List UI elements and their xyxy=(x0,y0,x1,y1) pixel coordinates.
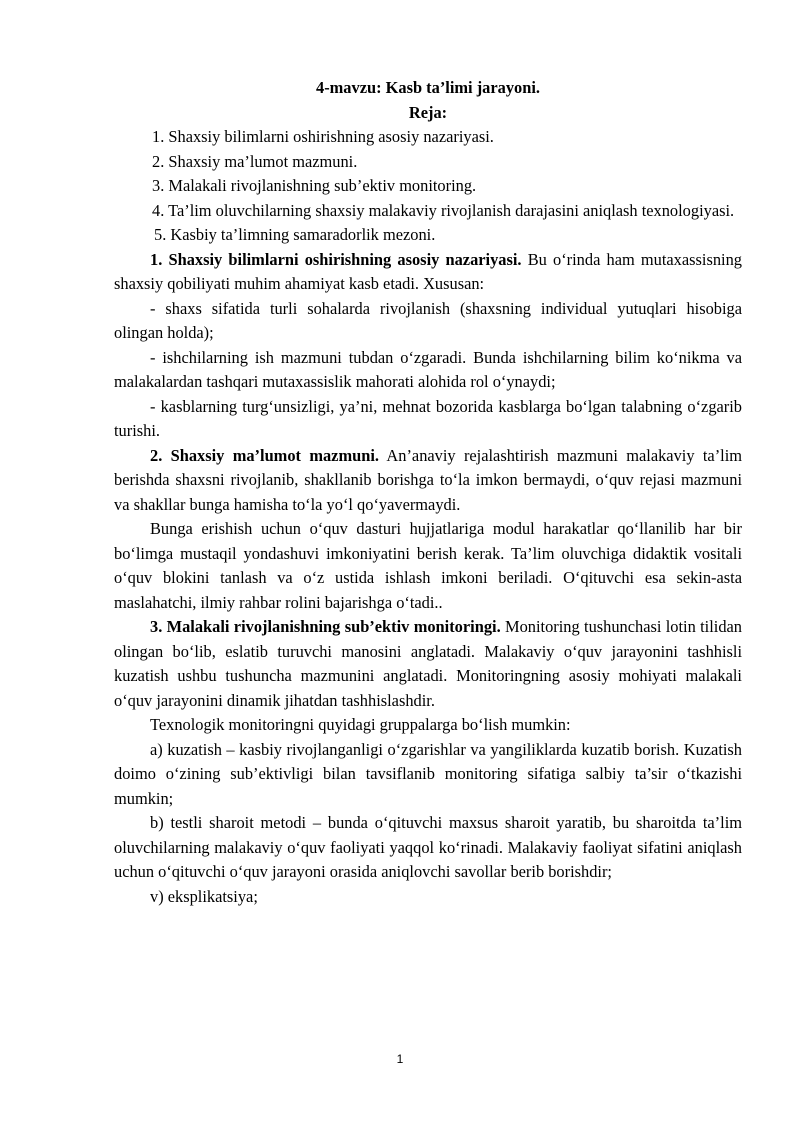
plan-item-4: 4. Ta’lim oluvchilarning shaxsiy malakaviy rivojlanish darajasini aniqlash texnologiyasi. xyxy=(152,200,735,220)
document-page xyxy=(114,76,742,909)
section-1-text: Bu o‘rinda ham mutaxassisning shaxsiy qobiliyati muhim ahamiyat kasb etadi. Xususan: xyxy=(114,249,742,293)
bullet-item-1: - shaxs sifatida turli sohalarda rivojlanish (shaxsning individual yutuqlari hisobiga olingan holda); xyxy=(114,298,742,342)
paragraph-groups: Texnologik monitoringni quyidagi gruppalarga bo‘lish mumkin: xyxy=(150,715,571,734)
paragraph-modul: Bunga erishish uchun o‘quv dasturi hujjatlariga modul harakatlar qo‘llanilib har bir bo‘limga mustaqil yondashuvi imkoniyatini berish kerak. Ta’lim oluvchiga didaktik vositali o‘quv blokini tanlash va o‘z ustida ishlash imkoni beriladi. O‘qituvchi esa sekin-asta maslahatchi, ilmiy rahbar rolini bajarishga o‘tadi.. xyxy=(114,519,742,612)
paragraph-b: b) testli sharoit metodi – bunda o‘qituvchi maxsus sharoit yaratib, bu sharoitda ta’lim oluvchilarning malakaviy o‘quv faoliyati yaqqol ko‘rinadi. Malakaviy faoliyat sifatini aniqlash uchun o‘qituvchi o‘quv jarayoni orasida aniqlovchi savollar berib borishdir; xyxy=(114,813,742,881)
plan-item-1: 1. Shaxsiy bilimlarni oshirishning asosiy nazariyasi. xyxy=(152,127,494,146)
bullet-item-2: - ishchilarning ish mazmuni tubdan o‘zgaradi. Bunda ishchilarning bilim ko‘nikma va malakalardan tashqari mutaxassislik mahorati alohida rol o‘ynaydi; xyxy=(114,347,742,391)
section-1-paragraph xyxy=(114,248,742,297)
section-3-heading: 3. Malakali rivojlanishning sub’ektiv monitoringi. xyxy=(150,617,501,636)
plan-item-5: 5. Kasbiy ta’limning samaradorlik mezoni. xyxy=(154,225,436,244)
section-3-paragraph xyxy=(114,615,742,713)
section-1-heading: 1. Shaxsiy bilimlarni oshirishning asosiy nazariyasi. xyxy=(150,249,522,269)
section-3-text: Monitoring tushunchasi lotin tilidan olingan bo‘lib, eslatib turuvchi manosini anglatadi. Malakaviy o‘quv jarayonini tashhisli kuzatish ushbu tushuncha mazmunini anglatadi. Monitoringning asosiy mohiyati malakali o‘quv jarayonini dinamik jihatdan tashhislashdir. xyxy=(114,617,743,710)
section-2-text: An’anaviy rejalashtirish mazmuni malakaviy ta’lim berishda shaxsni rivojlanib, shakllanib borishga to‘la imkon bermaydi, o‘quv rejasi mazmuni va shakllar bunga hamisha to‘la yo‘l qo‘yavermaydi. xyxy=(114,445,743,514)
section-2-paragraph xyxy=(114,444,742,518)
bullet-item-3: - kasblarning turg‘unsizligi, ya’ni, mehnat bozorida kasblarga bo‘lgan talabning o‘zgarib turishi. xyxy=(114,396,742,440)
paragraph-a: a) kuzatish – kasbiy rivojlanganligi o‘zgarishlar va yangiliklarda kuzatib borish. Kuzatish doimo o‘zining sub’ektivligi bilan tavsiflanib monitoring sifatiga salbiy ta’sir o‘tkazishi mumkin; xyxy=(114,739,742,808)
page-number: 1 xyxy=(396,1052,404,1066)
plan-item-3: 3. Malakali rivojlanishning sub’ektiv monitoring. xyxy=(152,176,477,195)
section-2-heading: 2. Shaxsiy ma’lumot mazmuni. xyxy=(150,445,379,465)
paragraph-v: v) eksplikatsiya; xyxy=(150,886,258,906)
document-title: 4-mavzu: Kasb ta’limi jarayoni. xyxy=(316,78,540,97)
plan-heading: Reja: xyxy=(408,102,448,122)
plan-item-2: 2. Shaxsiy ma’lumot mazmuni. xyxy=(152,151,358,171)
